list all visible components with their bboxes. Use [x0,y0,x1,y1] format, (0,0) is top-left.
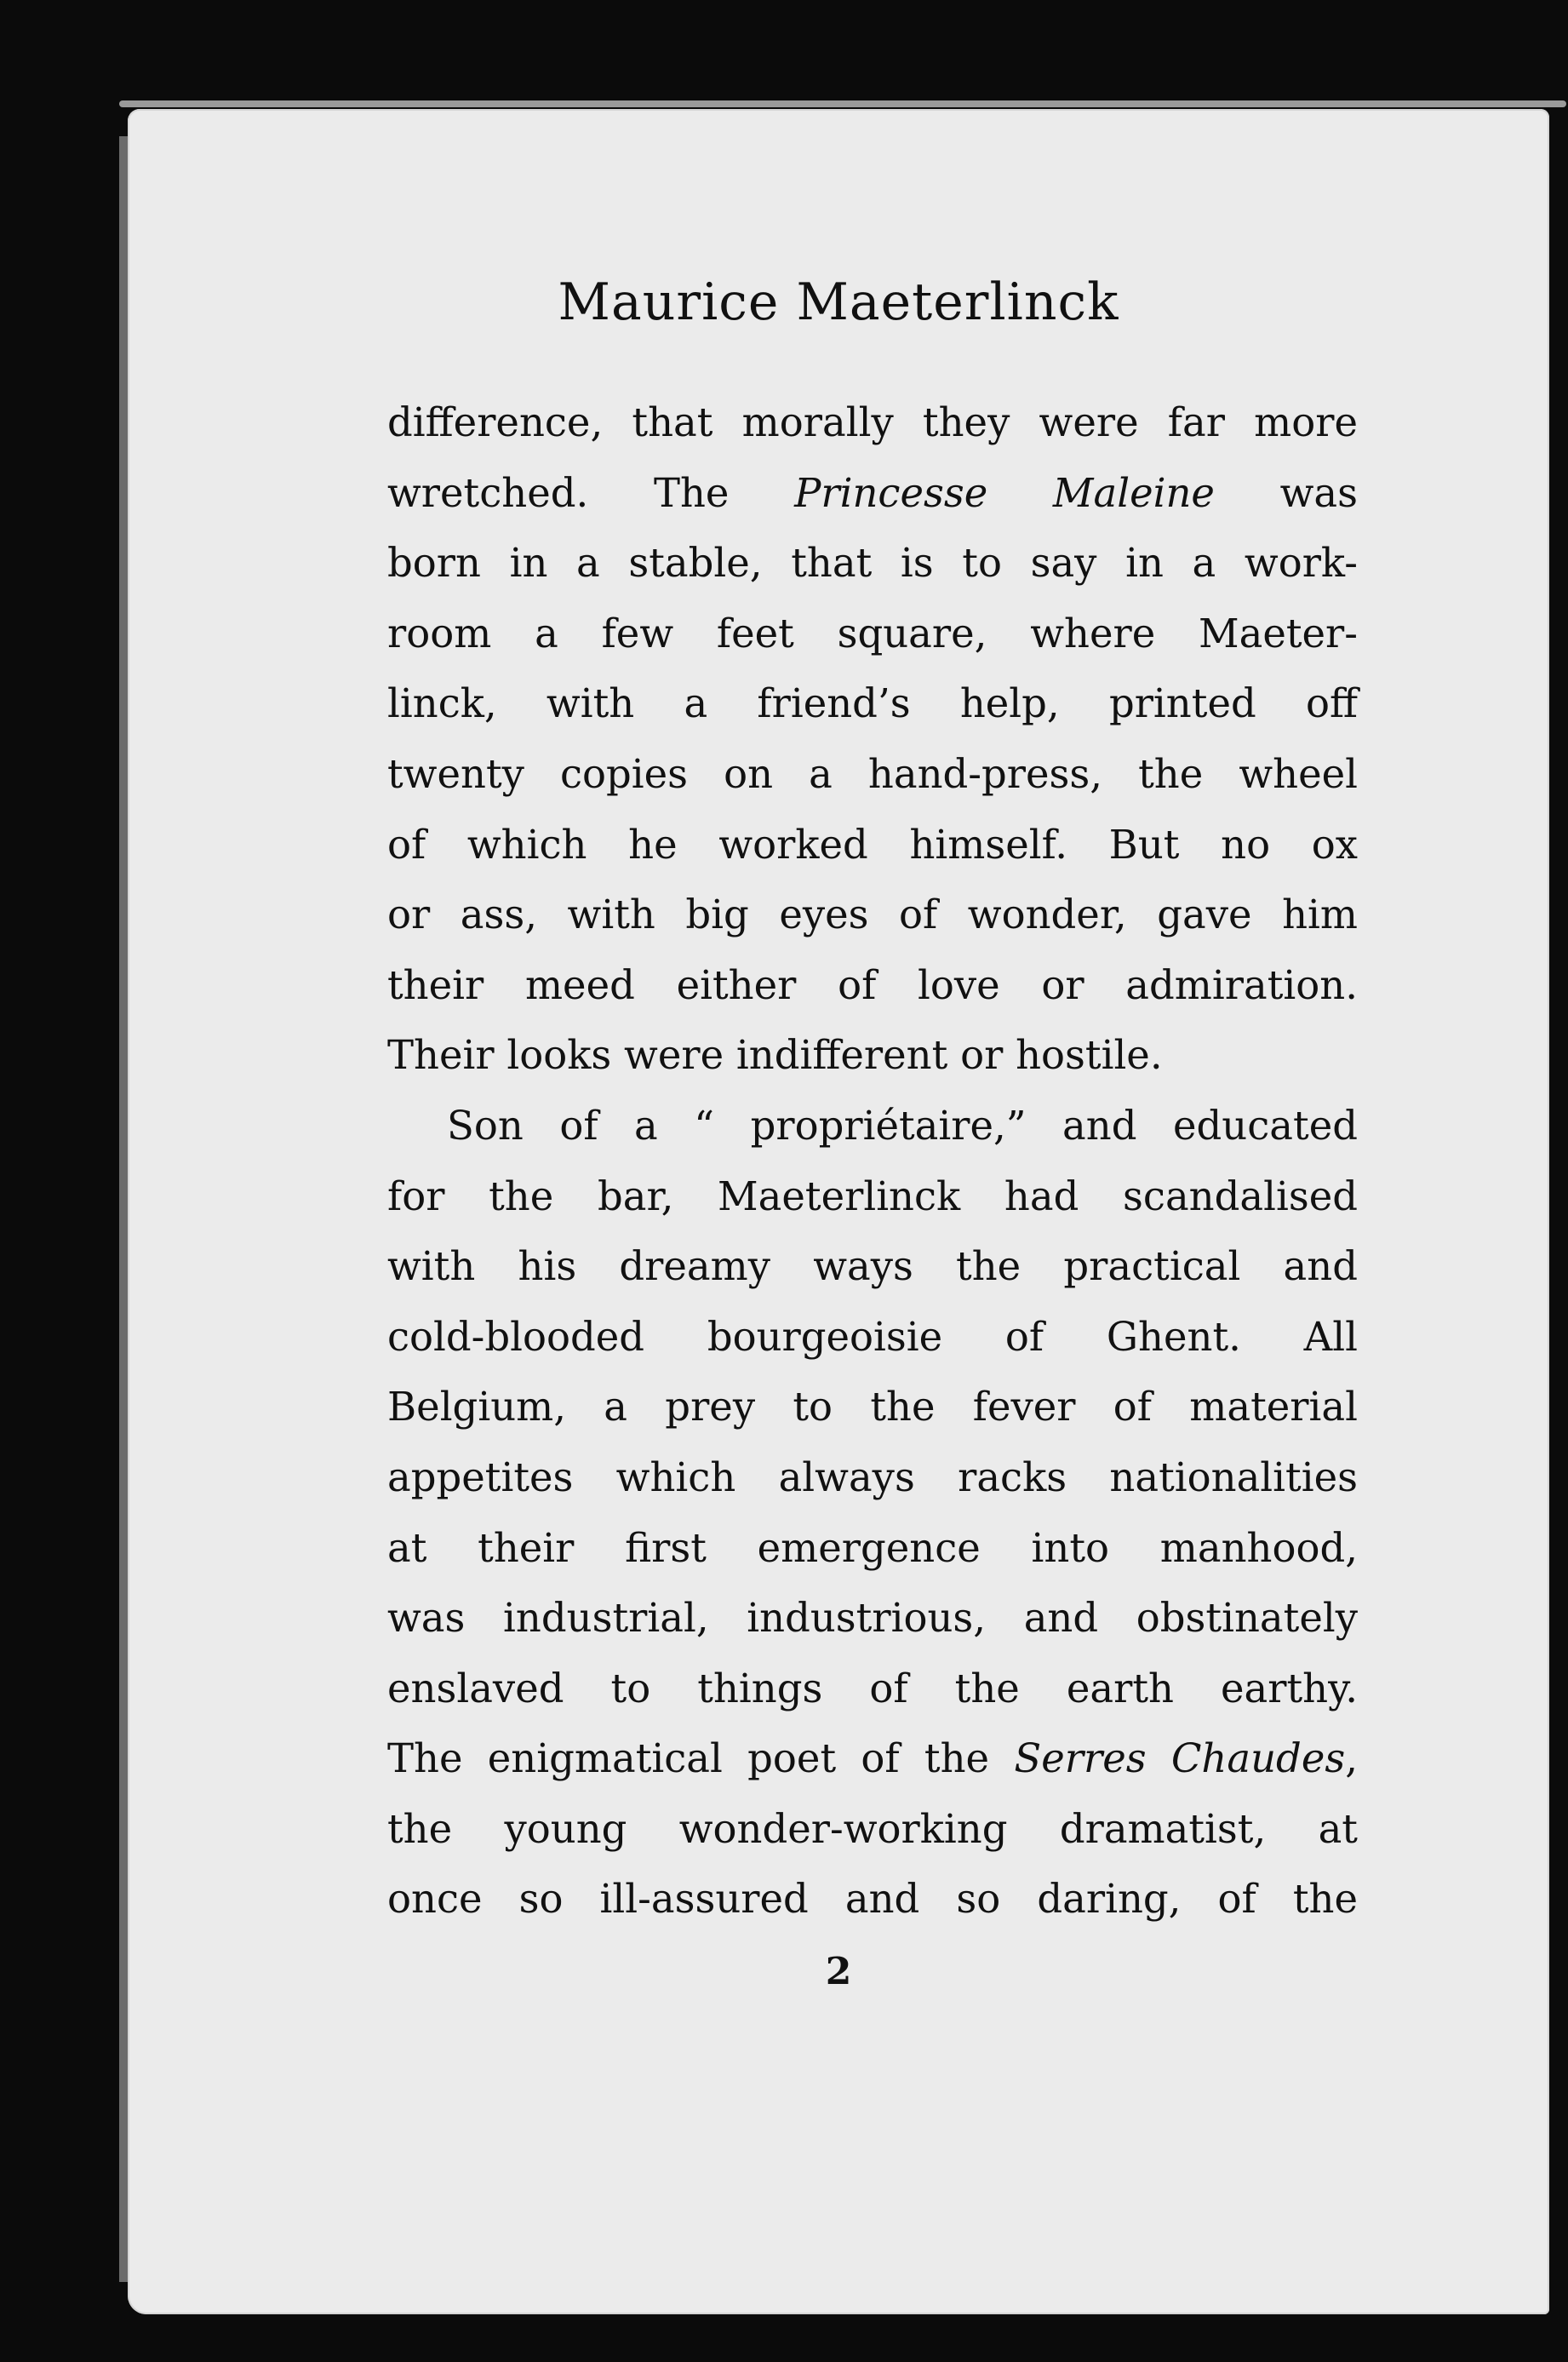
text-line [387,1723,1358,1794]
italic-title: Princesse Maleine [794,469,1215,516]
text-line: enslaved to things of the earth earthy. [387,1665,1358,1711]
text-line: cold-blooded bourgeoisie of Ghent. All [387,1313,1358,1360]
text-line: was industrial, industrious, and obstinately [387,1595,1358,1642]
text-line: Son of a “ propriétaire,” and educated [447,1102,1358,1149]
text-line: Belgium, a prey to the fever of material [387,1384,1358,1430]
page-edge-left [119,136,128,2282]
text-line: appetites which always racks nationalities [387,1453,1358,1500]
text-line: room a few feet square, where Maeter- [387,610,1358,656]
running-head: Maurice Maeterlinck [558,272,1119,332]
text-line: twenty copies on a hand-press, the wheel [387,750,1358,797]
text-line: at their first emergence into manhood, [387,1524,1358,1571]
text-fragment: was [1214,469,1358,516]
text-line: born in a stable, that is to say in a work- [387,540,1358,587]
text-line: their meed either of love or admiration. [387,961,1358,1008]
text-line: the young wonder-working dramatist, at [387,1805,1358,1852]
text-line: linck, with a friend’s help, printed off [387,680,1358,727]
body-text [387,387,1358,1935]
text-fragment: , [1345,1735,1358,1782]
text-line: Their looks were indifferent or hostile. [387,1032,1163,1079]
text-fragment: The enigmatical poet of the [387,1735,1015,1782]
text-line: with his dreamy ways the practical and [387,1243,1358,1290]
page-edge-top [119,100,1566,107]
text-line: or ass, with big eyes of wonder, gave him [387,891,1358,938]
text-line: for the bar, Maeterlinck had scandalised [387,1172,1358,1219]
italic-title: Serres Chaudes [1014,1735,1346,1782]
text-line: once so ill-assured and so daring, of the [387,1876,1358,1923]
text-line: of which he worked himself. But no ox [387,821,1358,868]
text-line [387,458,1358,529]
text-line: difference, that morally they were far more [387,399,1358,445]
page-number: 2 [825,1950,852,1993]
text-fragment: wretched. The [387,469,795,516]
